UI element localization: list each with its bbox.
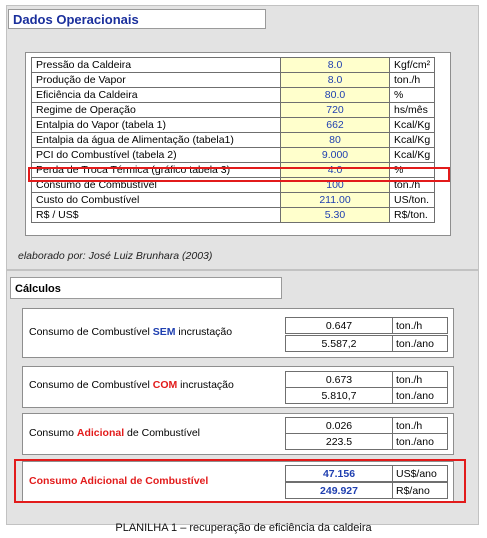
block-consumption-with-scaling (22, 366, 454, 408)
value-with-scaling-yearly: 5.810,7 (285, 387, 393, 404)
value-without-scaling-yearly: 5.587,2 (285, 335, 393, 352)
row-unit: Kcal/Kg (390, 148, 435, 163)
operational-data-table-frame (25, 52, 451, 236)
row-label: Eficiência da Caldeira (32, 88, 281, 103)
highlight-additional-cost (14, 459, 466, 503)
row-label: Regime de Operação (32, 103, 281, 118)
row-label: Consumo de Combustível (32, 178, 281, 193)
author-note: elaborado por: José Luiz Brunhara (2003) (18, 250, 213, 262)
label-consumption-with-scaling: Consumo de Combustível COM incrustação (29, 379, 234, 391)
row-unit: Kcal/Kg (390, 133, 435, 148)
value-additional-cost-brl: 249.927 (285, 482, 393, 499)
block-additional-consumption (22, 413, 454, 455)
row-unit: % (390, 88, 435, 103)
unit-additional-hourly: ton./h (392, 417, 448, 434)
row-unit: R$/ton. (390, 208, 435, 223)
value-without-scaling-hourly: 0.647 (285, 317, 393, 334)
row-label: Produção de Vapor (32, 73, 281, 88)
operational-row (32, 118, 435, 133)
unit-additional-yearly: ton./ano (392, 433, 448, 450)
row-value[interactable]: 100 (281, 178, 390, 193)
unit-with-scaling-hourly: ton./h (392, 371, 448, 388)
value-additional-hourly: 0.026 (285, 417, 393, 434)
operational-row (32, 133, 435, 148)
operational-data-title: Dados Operacionais (8, 9, 266, 29)
row-value[interactable]: 662 (281, 118, 390, 133)
row-unit: ton./h (390, 178, 435, 193)
label-additional-consumption: Consumo Adicional de Combustível (29, 427, 200, 439)
row-label: Entalpia da água de Alimentação (tabela1) (32, 133, 281, 148)
row-label: Perda de Troca Térmica (gráfico tabela 3) (32, 163, 281, 178)
unit-additional-cost-brl: R$/ano (392, 482, 448, 499)
value-with-scaling-hourly: 0.673 (285, 371, 393, 388)
operational-row (32, 103, 435, 118)
row-value[interactable]: 80 (281, 133, 390, 148)
row-value[interactable]: 211.00 (281, 193, 390, 208)
row-unit: % (390, 163, 435, 178)
unit-additional-cost-usd: US$/ano (392, 465, 448, 482)
row-label: Custo do Combustível (32, 193, 281, 208)
row-unit: ton./h (390, 73, 435, 88)
unit-with-scaling-yearly: ton./ano (392, 387, 448, 404)
block-consumption-without-scaling (22, 308, 454, 358)
row-value[interactable]: 720 (281, 103, 390, 118)
row-unit: hs/mês (390, 103, 435, 118)
operational-row (32, 178, 435, 193)
operational-row (32, 73, 435, 88)
operational-row (32, 193, 435, 208)
row-label: Pressão da Caldeira (32, 58, 281, 73)
figure-caption: PLANILHA 1 – recuperação de eficiência da caldeira (115, 522, 372, 534)
row-value[interactable]: 9.000 (281, 148, 390, 163)
row-value[interactable]: 5.30 (281, 208, 390, 223)
value-additional-yearly: 223.5 (285, 433, 393, 450)
operational-row (32, 208, 435, 223)
unit-without-scaling-hourly: ton./h (392, 317, 448, 334)
operational-row (32, 163, 435, 178)
operational-row (32, 58, 435, 73)
unit-without-scaling-yearly: ton./ano (392, 335, 448, 352)
row-label: Entalpia do Vapor (tabela 1) (32, 118, 281, 133)
operational-row (32, 88, 435, 103)
value-additional-cost-usd: 47.156 (285, 465, 393, 482)
label-additional-cost: Consumo Adicional de Combustível (29, 475, 209, 487)
row-value[interactable]: 8.0 (281, 73, 390, 88)
row-label: PCI do Combustível (tabela 2) (32, 148, 281, 163)
row-value[interactable]: 80.0 (281, 88, 390, 103)
row-unit: Kcal/Kg (390, 118, 435, 133)
operational-data-table (31, 57, 435, 223)
row-unit: US/ton. (390, 193, 435, 208)
label-consumption-without-scaling: Consumo de Combustível SEM incrustação (29, 326, 233, 338)
operational-row (32, 148, 435, 163)
row-label: R$ / US$ (32, 208, 281, 223)
row-value[interactable]: 8.0 (281, 58, 390, 73)
row-value[interactable]: 4.0 (281, 163, 390, 178)
calculations-title: Cálculos (10, 277, 282, 299)
row-unit: Kgf/cm² (390, 58, 435, 73)
